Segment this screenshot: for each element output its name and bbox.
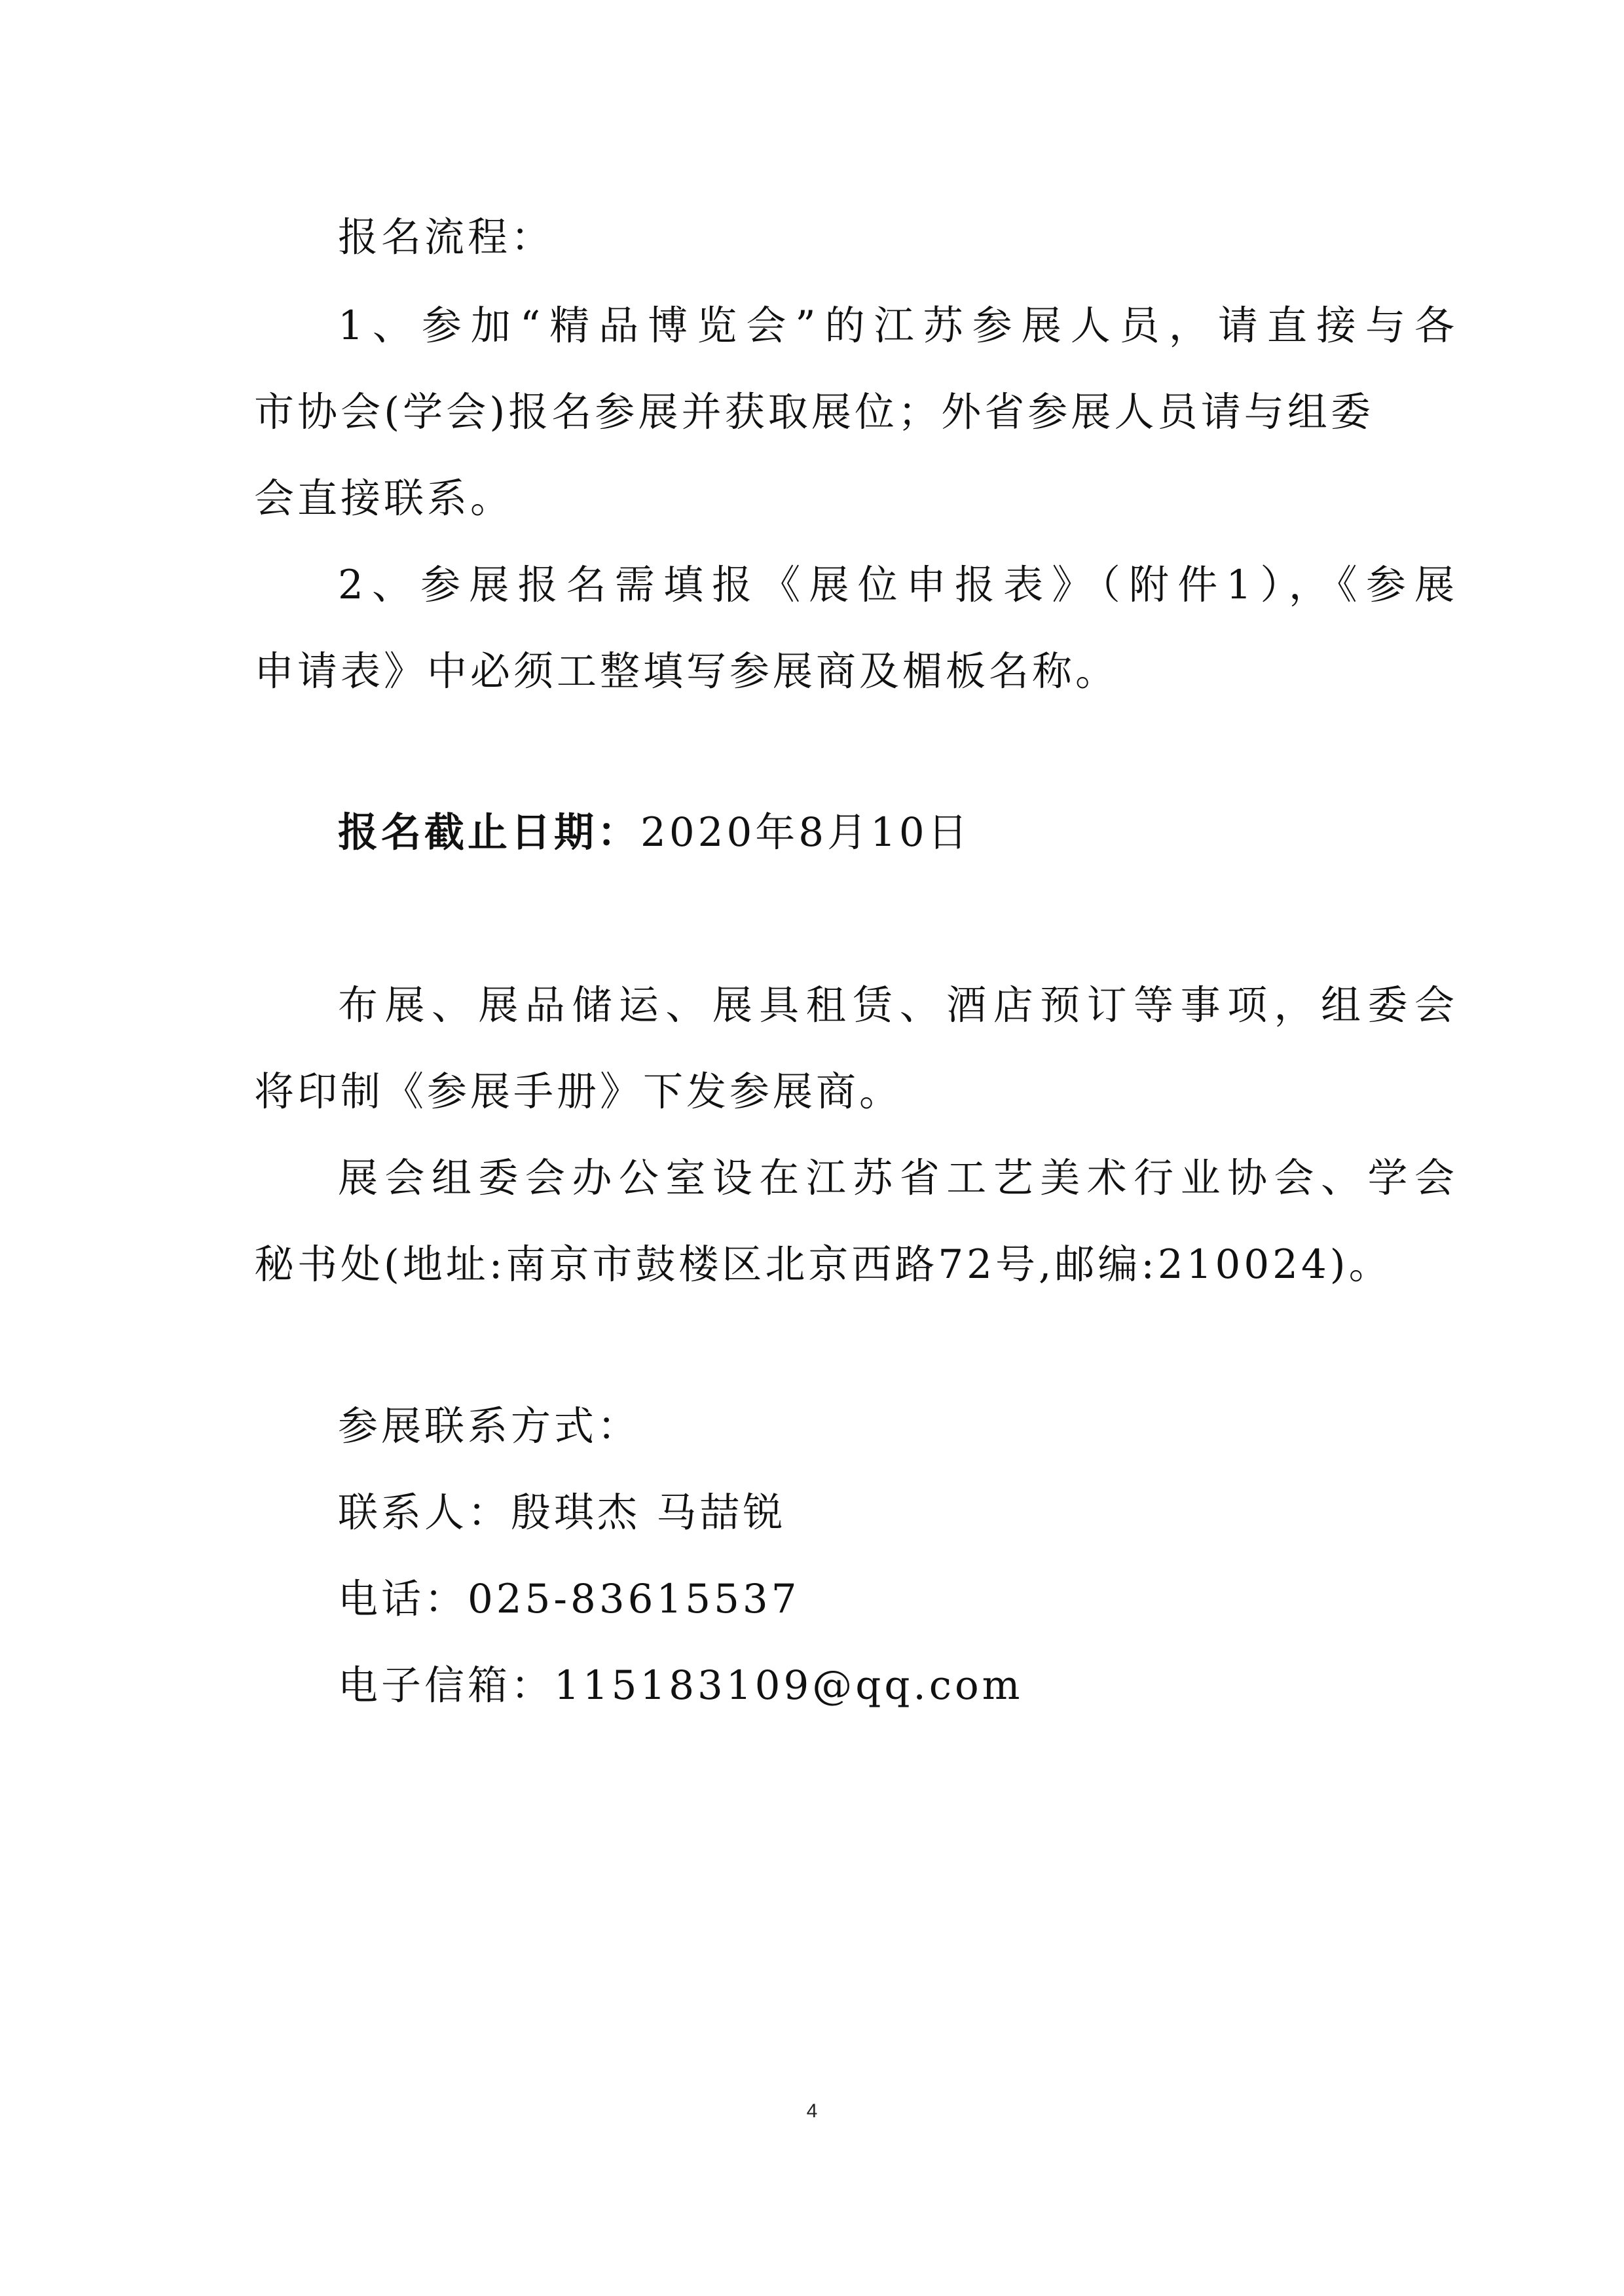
contact-heading: 参展联系方式： bbox=[338, 1403, 641, 1449]
notes-para-2-line-2: 秘书处(地址:南京市鼓楼区北京西路72号,邮编:210024)。 bbox=[254, 1241, 1392, 1288]
registration-item-1-line-1: 1、参加“精品博览会”的江苏参展人员，请直接与各 bbox=[338, 302, 1458, 349]
notes-para-1-line-1: 布展、展品储运、展具租赁、酒店预订等事项，组委会 bbox=[338, 982, 1458, 1029]
contact-email: 电子信箱：115183109@qq.com bbox=[338, 1662, 1024, 1709]
notes-para-2-line-1: 展会组委会办公室设在江苏省工艺美术行业协会、学会 bbox=[338, 1155, 1458, 1201]
notes-para-1-line-2: 将印制《参展手册》下发参展商。 bbox=[254, 1068, 903, 1115]
registration-item-1-line-3: 会直接联系。 bbox=[254, 475, 514, 522]
registration-item-1-line-2: 市协会(学会)报名参展并获取展位；外省参展人员请与组委 bbox=[254, 389, 1374, 435]
deadline-label: 报名截止日期： bbox=[338, 809, 641, 856]
contact-phone: 电话：025-83615537 bbox=[338, 1576, 800, 1622]
page-number: 4 bbox=[806, 2100, 818, 2122]
registration-item-2-line-1: 2、参展报名需填报《展位申报表》（附件1），《参展 bbox=[338, 562, 1458, 608]
deadline-value: 2020年8月10日 bbox=[640, 809, 971, 856]
deadline-line bbox=[254, 807, 1458, 859]
registration-item-2-line-2: 申请表》中必须工整填写参展商及楣板名称。 bbox=[254, 648, 1119, 695]
contact-person: 联系人：殷琪杰 马喆锐 bbox=[338, 1489, 786, 1536]
registration-process-heading: 报名流程： bbox=[338, 214, 555, 261]
